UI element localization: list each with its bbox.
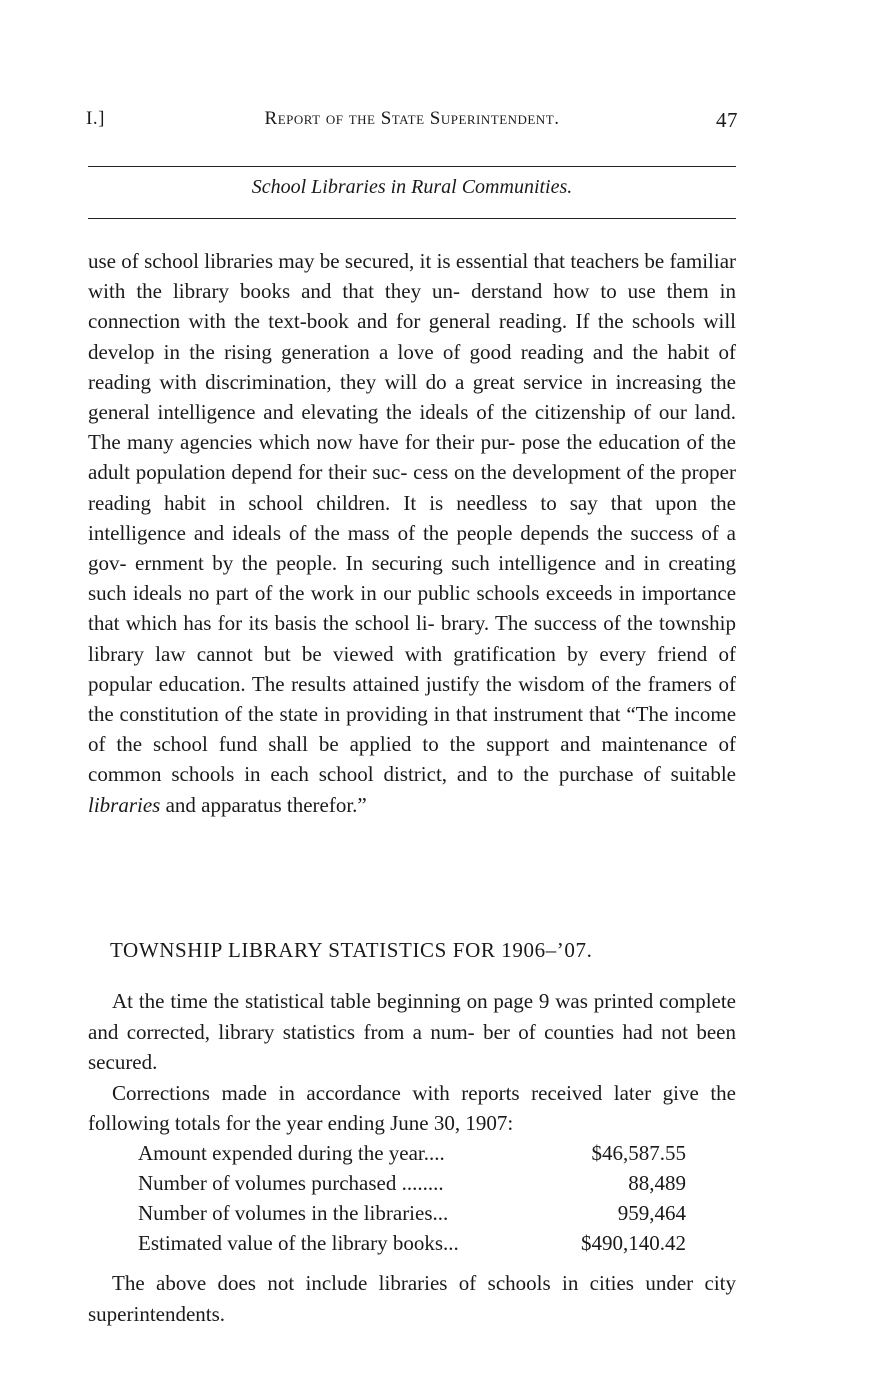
body-line: printed complete and corrected, library statistics from a num-	[88, 989, 736, 1044]
body-line: brary. The success of the township library law cannot but be	[88, 611, 736, 666]
body-line: constitution of the state in providing in that instrument that	[119, 702, 621, 727]
body-line: ideals of the mass of the people depends the success of a gov-	[88, 520, 737, 576]
last-line-end: and apparatus therefor.”	[160, 792, 367, 817]
stats-row	[138, 1138, 686, 1168]
last-line-text: to the purchase of suitable	[497, 762, 736, 787]
main-paragraph	[88, 246, 736, 820]
body-line: general intelligence and elevating the ideals of the citizenship	[88, 400, 626, 425]
stats-label: Number of volumes in the libraries...	[138, 1201, 449, 1225]
header-rule-bottom	[88, 218, 736, 219]
body-line: of our land. The many agencies which now have for their pur-	[88, 400, 736, 455]
body-line: use of school libraries may be secured, it is essential that	[88, 249, 566, 273]
stats-value: 88,489	[628, 1171, 686, 1195]
page-number: 47	[716, 108, 738, 132]
body-line: discrimination, they will do a great service in increasing the	[205, 369, 736, 394]
body-line: give the following totals for the year ending June 30, 1907:	[88, 1080, 736, 1135]
chapter-subheading: School Libraries in Rural Communities.	[251, 176, 573, 198]
body-line: teachers be familiar with the library books and that they un-	[88, 249, 737, 304]
header-rule-top	[88, 166, 736, 167]
statistics-table	[138, 1138, 686, 1258]
statistics-intro	[88, 986, 736, 1139]
body-line: and maintenance of common schools in each school district, and	[88, 732, 737, 787]
section-number: I.]	[86, 108, 105, 129]
body-line: The results attained justify the wisdom of the framers of the	[88, 671, 737, 727]
body-line: pose the education of the adult population depend for their suc-	[88, 430, 736, 485]
body-line: children. It is needless to say that upon the intelligence and	[88, 490, 736, 545]
body-line: derstand how to use them in connection with the text-book and	[88, 279, 736, 334]
section-heading: TOWNSHIP LIBRARY STATISTICS FOR 1906–’07.	[110, 938, 593, 962]
stats-value: $46,587.55	[591, 1141, 686, 1165]
body-line: Corrections made in accordance with reports received later	[112, 1080, 652, 1105]
running-title: Report of the State Superintendent.	[264, 108, 560, 129]
stats-label: Amount expended during the year....	[138, 1141, 445, 1165]
stats-value: $490,140.42	[581, 1231, 686, 1255]
body-line: At the time the statistical table beginning on page 9 was	[112, 989, 588, 1013]
stats-row	[138, 1168, 686, 1198]
stats-row	[138, 1198, 686, 1228]
body-line: “The income of the school fund shall be applied to the support	[88, 702, 737, 757]
body-line: for general reading. If the schools will develop in the rising	[88, 309, 736, 364]
body-line: The above does not include libraries of schools in cities under	[112, 1271, 694, 1295]
body-line: generation a love of good reading and the habit of reading with	[88, 339, 737, 394]
stats-row	[138, 1228, 686, 1258]
body-line: creating such ideals no part of the work in our public schools	[88, 551, 736, 606]
body-line: viewed with gratification by every friend of popular education.	[88, 641, 736, 696]
body-line: cess on the development of the proper reading habit in school	[88, 460, 736, 515]
body-line: exceeds in importance that which has for its basis the school li-	[88, 581, 737, 636]
stats-value: 959,464	[617, 1201, 686, 1225]
body-line: ber of counties had not been secured.	[88, 1019, 737, 1074]
stats-label: Estimated value of the library books...	[138, 1231, 459, 1255]
body-line: ernment by the people. In securing such intelligence and in	[135, 551, 660, 576]
body-line: city superintendents.	[88, 1271, 737, 1326]
closing-paragraph	[88, 1268, 736, 1329]
stats-label: Number of volumes purchased ........	[138, 1171, 444, 1195]
emphasized-word: libraries	[88, 792, 161, 817]
